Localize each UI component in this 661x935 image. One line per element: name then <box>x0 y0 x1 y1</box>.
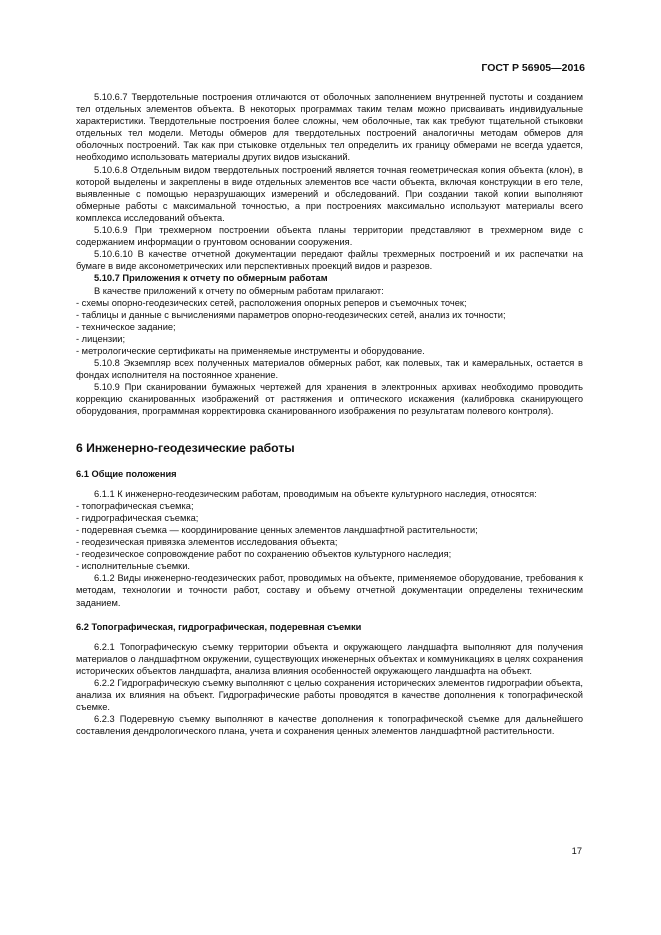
paragraph-6-2-3: 6.2.3 Подеревную съемку выполняют в качестве дополнения к топографической съемке для дальнейшего составления дендрологического плана, учета и сохранения ценных элементов ландшафтной растительности. <box>76 714 583 737</box>
list-item: - подеревная съемка — координирование ценных элементов ландшафтной растительности; <box>76 525 478 535</box>
document-body <box>76 91 583 738</box>
paragraph-5-10-8: 5.10.8 Экземпляр всех полученных материалов обмерных работ, как полевых, так и камеральных, остается в фондах исполнителя на постоянное хранение. <box>76 358 583 381</box>
list-item: - метрологические сертификаты на применяемые инструменты и оборудование. <box>76 345 425 356</box>
standard-header: ГОСТ Р 56905—2016 <box>481 62 585 74</box>
paragraph-5-10-9: 5.10.9 При сканировании бумажных чертежей для хранения в электронных архивах необходимо проводить коррекцию сканированных изображений от растяжения и оптического искажения (калибровка сканирующего оборудования, программная корректировка сканированного изображения по результатам полевого контроля). <box>76 382 583 417</box>
list-item: - схемы опорно-геодезических сетей, расположения опорных реперов и съемочных точек; <box>76 297 467 308</box>
paragraph-6-1-1: 6.1.1 К инженерно-геодезическим работам, проводимым на объекте культурного наследия, относятся: <box>94 488 537 499</box>
list-item: - геодезическая привязка элементов исследования объекта; <box>76 537 338 548</box>
paragraph-6-2-1: 6.2.1 Топографическую съемку территории объекта и окружающего ландшафта выполняют для получения материалов о ландшафтном окружении, существующих инженерных объектах и коммуникациях в целях сохранения исторических объектов ландшафта, анализа влияния особенностей окружающего ландшафта на объект. <box>76 641 583 676</box>
heading-5-10-7: 5.10.7 Приложения к отчету по обмерным работам <box>94 273 328 284</box>
paragraph-6-2-2: 6.2.2 Гидрографическую съемку выполняют с целью сохранения исторических элементов гидрографии объекта, анализа их влияния на объект. Гидрографические работы проводятся в качестве дополнения к топографической съемке. <box>76 678 583 713</box>
list-item: - топографическая съемка; <box>76 500 194 511</box>
list-item: - геодезическое сопровождение работ по сохранению объектов культурного наследия; <box>76 549 452 560</box>
paragraph-5-10-6-10: 5.10.6.10 В качестве отчетной документации передают файлы трехмерных построений и их распечатки на бумаге в виде аксонометрических или перспективных проекций видов и разрезов. <box>76 249 583 272</box>
paragraph-6-1-2: 6.1.2 Виды инженерно-геодезических работ, проводимых на объекте, применяемое оборудование, требования к методам, технологии и точности работ, составу и объему отчетной документации определены техническим заданием. <box>76 573 583 608</box>
paragraph-5-10-6-9: 5.10.6.9 При трехмерном построении объекта планы территории представляют в трехмерном виде с содержанием информации о грунтовом основании сооружения. <box>76 225 583 248</box>
list-item: - исполнительные съемки. <box>76 561 190 572</box>
list-6-1-1 <box>76 500 583 573</box>
paragraph-5-10-6-8: 5.10.6.8 Отдельным видом твердотельных построений является точная геометрическая копия объекта (клон), в которой выделены и закреплены в виде отдельных элементов все части объекта, включая конструкции в его теле, выявленные с помощью неразрушающих измерений и обследований. При создании такой копии выполняют обмерные работы с максимальной точностью, а при построениях максимально используют материалы всего комплекса исследований объекта. <box>76 164 583 223</box>
list-item: - техническое задание; <box>76 321 176 332</box>
paragraph-5-10-7-intro: В качестве приложений к отчету по обмерным работам прилагают: <box>94 285 384 296</box>
paragraph-5-10-6-7: 5.10.6.7 Твердотельные построения отличаются от оболочных заполнением внутренней пустоты и созданием тел отдельных элементов объекта. В некоторых программах таким телам можно присваивать индивидуальные характеристики. Твердотельные построения более сложны, чем оболочные, так как требуют тщательной стыковки отдельных тел модели. Методы обмеров для твердотельных построений аналогичны методам обмеров для оболочных построений. Так как при стыковке отдельных тел определить их границу обмерами не всегда удается, необходимо использовать материалы других видов изысканий. <box>76 92 583 163</box>
list-item: - таблицы и данные с вычислениями параметров опорно-геодезических сетей, анализ их точности; <box>76 309 506 320</box>
list-item: - лицензии; <box>76 333 126 344</box>
page-number: 17 <box>571 846 582 856</box>
heading-6-1: 6.1 Общие положения <box>76 468 177 479</box>
list-item: - гидрографическая съемка; <box>76 512 199 523</box>
list-5-10-7 <box>76 297 583 357</box>
section-6-title: 6 Инженерно-геодезические работы <box>76 440 295 455</box>
heading-6-2: 6.2 Топографическая, гидрографическая, подеревная съемки <box>76 621 362 632</box>
